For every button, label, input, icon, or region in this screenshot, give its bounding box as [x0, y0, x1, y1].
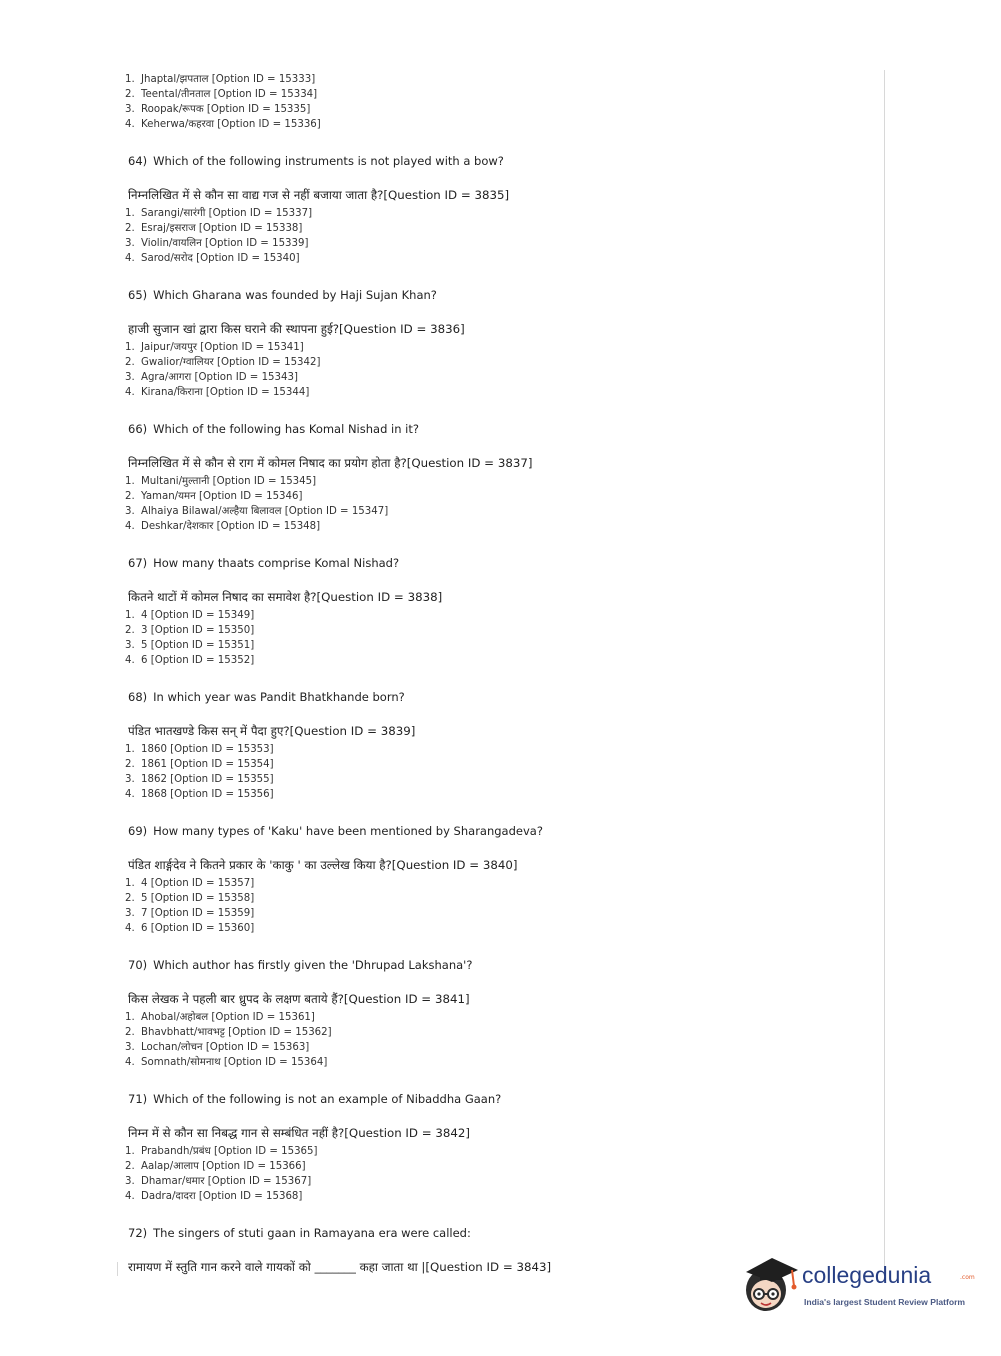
option-text: Gwalior/ग्वालियर [Option ID = 15342] — [141, 357, 321, 368]
option-number: 2. — [125, 357, 135, 368]
option-item — [125, 221, 312, 236]
option-number: 2. — [125, 1161, 135, 1172]
page-border-left-tick — [117, 1262, 118, 1276]
option-text: Jhaptal/झपताल [Option ID = 15333] — [141, 74, 316, 85]
question-hindi: कितने थाटों में कोमल निषाद का समावेश है?[Question ID = 3838] — [128, 590, 443, 604]
option-text: Sarangi/सारंगी [Option ID = 15337] — [141, 208, 313, 219]
option-number: 3. — [125, 1042, 135, 1053]
option-item — [125, 355, 320, 370]
option-list — [125, 206, 312, 266]
option-number: 2. — [125, 1027, 135, 1038]
option-number: 3. — [125, 1176, 135, 1187]
question-english-text: The singers of stuti gaan in Ramayana era were called: — [153, 1226, 471, 1240]
option-text: 6 [Option ID = 15360] — [141, 923, 255, 934]
option-number: 1. — [125, 342, 135, 353]
question-number: 68) — [128, 690, 148, 704]
question-english — [128, 1225, 471, 1241]
option-text: Ahobal/अहोबल [Option ID = 15361] — [141, 1012, 315, 1023]
option-number: 1. — [125, 878, 135, 889]
question-number: 71) — [128, 1092, 148, 1106]
question-english — [128, 823, 543, 839]
option-item — [125, 117, 321, 132]
option-number: 2. — [125, 625, 135, 636]
option-number: 4. — [125, 923, 135, 934]
student-mascot-icon — [742, 1252, 800, 1314]
option-number: 3. — [125, 104, 135, 115]
question-english-text: Which of the following instruments is not played with a bow? — [153, 154, 504, 168]
option-item — [125, 251, 312, 266]
option-text: Multani/मुल्तानी [Option ID = 15345] — [141, 476, 317, 487]
option-list — [125, 876, 254, 936]
option-item — [125, 653, 254, 668]
option-number: 2. — [125, 223, 135, 234]
option-list — [125, 608, 254, 668]
option-number: 4. — [125, 1191, 135, 1202]
option-number: 1. — [125, 744, 135, 755]
option-text: Somnath/सोमनाथ [Option ID = 15364] — [141, 1057, 328, 1068]
option-text: Violin/वायलिन [Option ID = 15339] — [141, 238, 309, 249]
option-text: 6 [Option ID = 15352] — [141, 655, 255, 666]
option-item — [125, 921, 254, 936]
option-item — [125, 519, 388, 534]
option-item — [125, 340, 320, 355]
option-text: Alhaiya Bilawal/अल्हैया बिलावल [Option ID = 15347] — [141, 506, 389, 517]
option-number: 1. — [125, 1012, 135, 1023]
question-english-text: Which of the following is not an example of Nibaddha Gaan? — [153, 1092, 502, 1106]
option-item — [125, 757, 274, 772]
option-number: 3. — [125, 640, 135, 651]
option-item — [125, 1174, 318, 1189]
option-item — [125, 1010, 332, 1025]
page-border-right — [884, 70, 885, 1276]
option-text: 3 [Option ID = 15350] — [141, 625, 255, 636]
option-number: 2. — [125, 893, 135, 904]
option-list — [125, 742, 274, 802]
option-number: 1. — [125, 610, 135, 621]
question-english — [128, 1091, 501, 1107]
option-number: 4. — [125, 1057, 135, 1068]
option-item — [125, 742, 274, 757]
question-english-text: Which Gharana was founded by Haji Sujan Khan? — [153, 288, 437, 302]
question-hindi: पंडित भातखण्डे किस सन् में पैदा हुए?[Question ID = 3839] — [128, 724, 416, 738]
question-english — [128, 689, 405, 705]
option-item — [125, 236, 312, 251]
question-hindi: रामायण में स्तुति गान करने वाले गायकों को _______ कहा जाता था |[Question ID = 3843] — [128, 1260, 552, 1274]
option-text: 7 [Option ID = 15359] — [141, 908, 255, 919]
option-number: 3. — [125, 908, 135, 919]
option-number: 2. — [125, 89, 135, 100]
option-item — [125, 1144, 318, 1159]
question-english — [128, 957, 472, 973]
option-item — [125, 876, 254, 891]
option-text: 4 [Option ID = 15357] — [141, 878, 255, 889]
option-text: Yaman/यमन [Option ID = 15346] — [141, 491, 303, 502]
option-number: 4. — [125, 253, 135, 264]
option-text: Bhavbhatt/भावभट्ट [Option ID = 15362] — [141, 1027, 332, 1038]
option-text: Roopak/रूपक [Option ID = 15335] — [141, 104, 311, 115]
question-hindi: निम्नलिखित में से कौन से राग में कोमल निषाद का प्रयोग होता है?[Question ID = 3837] — [128, 456, 533, 470]
question-hindi: पंडित शार्ङ्गदेव ने कितने प्रकार के 'काकु ' का उल्लेख किया है?[Question ID = 3840] — [128, 858, 518, 872]
option-number: 4. — [125, 789, 135, 800]
option-text: 5 [Option ID = 15351] — [141, 640, 255, 651]
option-item — [125, 102, 321, 117]
option-list — [125, 1010, 332, 1070]
option-item — [125, 1159, 318, 1174]
option-item — [125, 1055, 332, 1070]
logo-wordmark: collegedunia — [802, 1262, 932, 1288]
question-number: 69) — [128, 824, 148, 838]
option-item — [125, 72, 321, 87]
option-item — [125, 1189, 318, 1204]
option-number: 1. — [125, 476, 135, 487]
option-text: Lochan/लोचन [Option ID = 15363] — [141, 1042, 310, 1053]
question-number: 70) — [128, 958, 148, 972]
option-text: Esraj/इसराज [Option ID = 15338] — [141, 223, 303, 234]
option-item — [125, 474, 388, 489]
collegedunia-logo — [742, 1252, 975, 1316]
option-item — [125, 772, 274, 787]
option-item — [125, 906, 254, 921]
question-english-text: How many types of 'Kaku' have been mentioned by Sharangadeva? — [153, 824, 543, 838]
question-english — [128, 555, 399, 571]
logo-domain-suffix: .com — [960, 1274, 975, 1281]
option-item — [125, 206, 312, 221]
option-number: 2. — [125, 759, 135, 770]
question-english — [128, 287, 437, 303]
question-number: 64) — [128, 154, 148, 168]
option-number: 3. — [125, 506, 135, 517]
question-number: 67) — [128, 556, 148, 570]
question-english-text: Which of the following has Komal Nishad in it? — [153, 422, 419, 436]
question-hindi: निम्न में से कौन सा निबद्ध गान से सम्बंधित नहीं है?[Question ID = 3842] — [128, 1126, 470, 1140]
option-number: 4. — [125, 521, 135, 532]
option-number: 1. — [125, 1146, 135, 1157]
option-item — [125, 385, 320, 400]
continued-options-list — [125, 72, 321, 132]
option-item — [125, 504, 388, 519]
option-text: Aalap/आलाप [Option ID = 15366] — [141, 1161, 306, 1172]
logo-tagline: India's largest Student Review Platform — [804, 1297, 966, 1307]
option-list — [125, 474, 388, 534]
option-item — [125, 489, 388, 504]
option-text: Teental/तीनताल [Option ID = 15334] — [141, 89, 318, 100]
option-number: 3. — [125, 238, 135, 249]
question-english-text: Which author has firstly given the 'Dhrupad Lakshana'? — [153, 958, 473, 972]
question-number: 65) — [128, 288, 148, 302]
option-item — [125, 787, 274, 802]
option-item — [125, 1040, 332, 1055]
option-text: Jaipur/जयपुर [Option ID = 15341] — [141, 342, 304, 353]
option-text: Kirana/किराना [Option ID = 15344] — [141, 387, 310, 398]
option-number: 1. — [125, 74, 135, 85]
option-text: Keherwa/कहरवा [Option ID = 15336] — [141, 119, 321, 130]
option-item — [125, 891, 254, 906]
question-hindi: किस लेखक ने पहली बार ध्रुपद के लक्षण बताये हैं?[Question ID = 3841] — [128, 992, 470, 1006]
option-list — [125, 340, 320, 400]
option-text: 1860 [Option ID = 15353] — [141, 744, 274, 755]
question-english-text: In which year was Pandit Bhatkhande born? — [153, 690, 405, 704]
option-text: Prabandh/प्रबंध [Option ID = 15365] — [141, 1146, 318, 1157]
option-text: Deshkar/देशकार [Option ID = 15348] — [141, 521, 321, 532]
option-item — [125, 370, 320, 385]
option-text: Sarod/सरोद [Option ID = 15340] — [141, 253, 300, 264]
option-item — [125, 1025, 332, 1040]
option-item — [125, 623, 254, 638]
option-text: Dhamar/धमार [Option ID = 15367] — [141, 1176, 312, 1187]
option-number: 4. — [125, 387, 135, 398]
question-number: 72) — [128, 1226, 148, 1240]
option-list — [125, 1144, 318, 1204]
option-number: 1. — [125, 208, 135, 219]
option-number: 2. — [125, 491, 135, 502]
option-number: 4. — [125, 119, 135, 130]
question-hindi: निम्नलिखित में से कौन सा वाद्य गज से नहीं बजाया जाता है?[Question ID = 3835] — [128, 188, 510, 202]
option-text: 5 [Option ID = 15358] — [141, 893, 255, 904]
question-english — [128, 421, 419, 437]
option-text: 1868 [Option ID = 15356] — [141, 789, 274, 800]
option-number: 3. — [125, 372, 135, 383]
option-text: 1862 [Option ID = 15355] — [141, 774, 274, 785]
question-hindi: हाजी सुजान खां द्वारा किस घराने की स्थापना हुई?[Question ID = 3836] — [128, 322, 465, 336]
question-english-text: How many thaats comprise Komal Nishad? — [153, 556, 400, 570]
option-item — [125, 638, 254, 653]
option-number: 3. — [125, 774, 135, 785]
question-number: 66) — [128, 422, 148, 436]
option-text: Dadra/दादरा [Option ID = 15368] — [141, 1191, 303, 1202]
option-item — [125, 87, 321, 102]
option-text: 1861 [Option ID = 15354] — [141, 759, 274, 770]
option-text: 4 [Option ID = 15349] — [141, 610, 255, 621]
option-text: Agra/आगरा [Option ID = 15343] — [141, 372, 298, 383]
question-english — [128, 153, 504, 169]
option-number: 4. — [125, 655, 135, 666]
option-item — [125, 608, 254, 623]
